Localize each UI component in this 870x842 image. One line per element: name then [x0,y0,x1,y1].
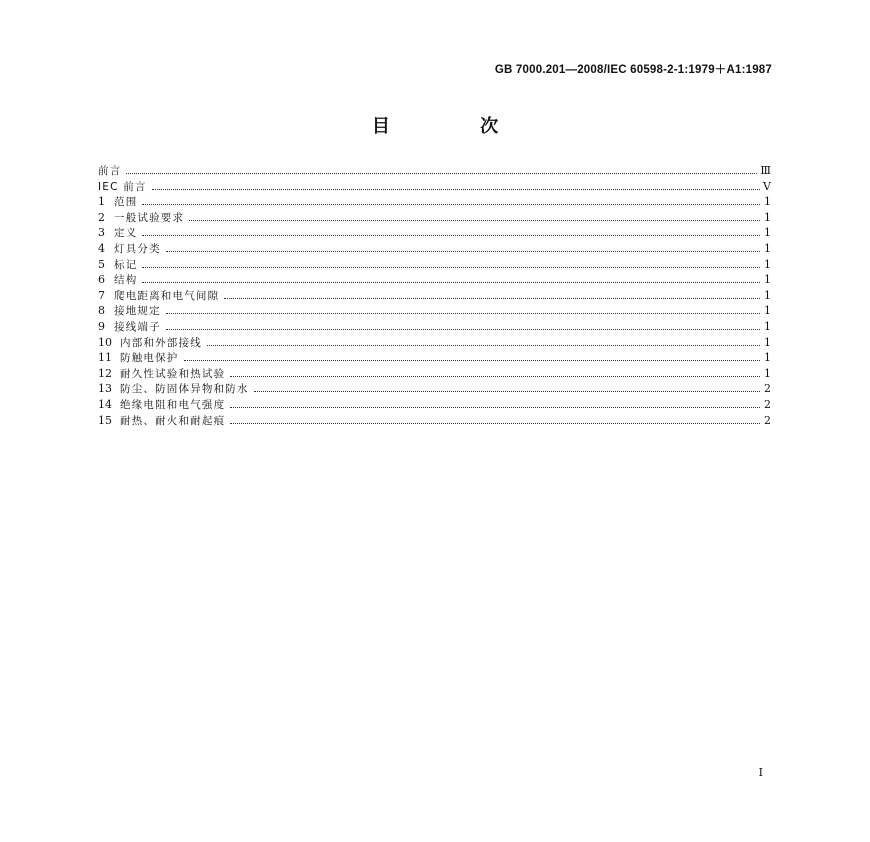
toc-entry-label: 接地规定 [114,305,161,318]
toc-entry-page: 1 [764,288,771,302]
toc-entry-label: 耐久性试验和热试验 [120,367,226,380]
dot-leader [152,188,760,190]
toc-entry-number: 7 [98,288,105,302]
toc-entry-label: 一般试验要求 [114,211,185,224]
dot-leader [142,203,760,205]
toc-entry-page: 1 [764,210,771,224]
toc-entry-number: 10 [98,335,112,349]
toc-entry[interactable] [98,335,771,351]
toc-entry-page: 1 [764,226,771,240]
toc-entry-number: 12 [98,366,112,380]
toc-entry-label: 防触电保护 [120,352,179,365]
toc-entry[interactable] [98,272,771,288]
dot-leader [207,344,760,346]
toc-entry-page: 2 [764,397,771,411]
toc-entry-page: 1 [764,366,771,380]
dot-leader [184,359,761,361]
dot-leader [142,281,760,283]
toc-entry-label: 爬电距离和电气间隙 [114,289,220,302]
toc-entry-page: 2 [764,413,771,427]
toc-entry-number: 4 [98,241,105,255]
toc-entry[interactable] [98,194,771,210]
toc-entry[interactable] [98,319,771,335]
toc-entry-number: 2 [98,210,105,224]
dot-leader [142,266,760,268]
toc-entry-page: 2 [764,382,771,396]
toc-entry-page: 1 [764,195,771,209]
toc-entry-page: 1 [764,335,771,349]
toc-entry[interactable] [98,303,771,319]
toc-entry[interactable] [98,366,771,382]
dot-leader [230,406,760,408]
toc-entry-number: 3 [98,226,105,240]
toc-entry-page: 1 [764,304,771,318]
toc-entry[interactable] [98,397,771,413]
toc-entry-label: 绝缘电阻和电气强度 [120,398,226,411]
toc-entry-page: 1 [764,241,771,255]
toc-entry[interactable] [98,257,771,273]
toc-entry-label: 耐热、耐火和耐起痕 [120,414,226,427]
dot-leader [166,328,760,330]
dot-leader [230,422,760,424]
dot-leader [254,390,760,392]
table-of-contents [98,163,771,428]
toc-entry-label: 定义 [114,227,138,240]
dot-leader [166,250,760,252]
toc-entry-page: 1 [764,257,771,271]
toc-entry-number: 1 [98,195,105,209]
dot-leader [142,234,760,236]
toc-entry-page: Ⅲ [760,164,771,177]
toc-entry-label: 标记 [114,258,138,271]
toc-entry-number: 6 [98,273,105,287]
toc-entry-number: 8 [98,304,105,318]
toc-entry-number: 5 [98,257,105,271]
toc-entry-page: 1 [764,319,771,333]
toc-entry[interactable] [98,413,771,429]
toc-entry-number: 9 [98,319,105,333]
toc-entry[interactable] [98,179,771,195]
toc-entry-page: 1 [764,351,771,365]
toc-entry-number: 11 [98,351,112,365]
dot-leader [166,312,760,314]
toc-entry[interactable] [98,163,771,179]
toc-entry-label: 范围 [114,196,138,209]
toc-entry-label: 结构 [114,274,138,287]
toc-entry-label: 灯具分类 [114,242,161,255]
toc-entry-page: V [763,179,771,193]
toc-entry-number: 14 [98,397,112,411]
page-number: I [758,766,763,779]
toc-entry[interactable] [98,225,771,241]
toc-entry-label: 前言 [98,165,122,177]
toc-entry[interactable] [98,381,771,397]
toc-entry-number: 13 [98,382,112,396]
toc-entry-label: 接线端子 [114,320,161,333]
dot-leader [224,297,760,299]
toc-entry-label: 防尘、防固体异物和防水 [120,383,249,396]
toc-entry[interactable] [98,241,771,257]
toc-entry-label: 内部和外部接线 [120,336,202,349]
toc-title: 目 次 [371,116,541,137]
toc-entry-number: 15 [98,413,112,427]
dot-leader [230,375,760,377]
standard-code-header: GB 7000.201—2008/IEC 60598-2-1:1979＋A1:1987 [494,64,772,76]
toc-entry-label: IEC 前言 [98,180,147,193]
dot-leader [126,172,757,174]
toc-entry[interactable] [98,350,771,366]
toc-entry[interactable] [98,288,771,304]
toc-entry[interactable] [98,210,771,226]
dot-leader [189,219,760,221]
toc-entry-page: 1 [764,273,771,287]
